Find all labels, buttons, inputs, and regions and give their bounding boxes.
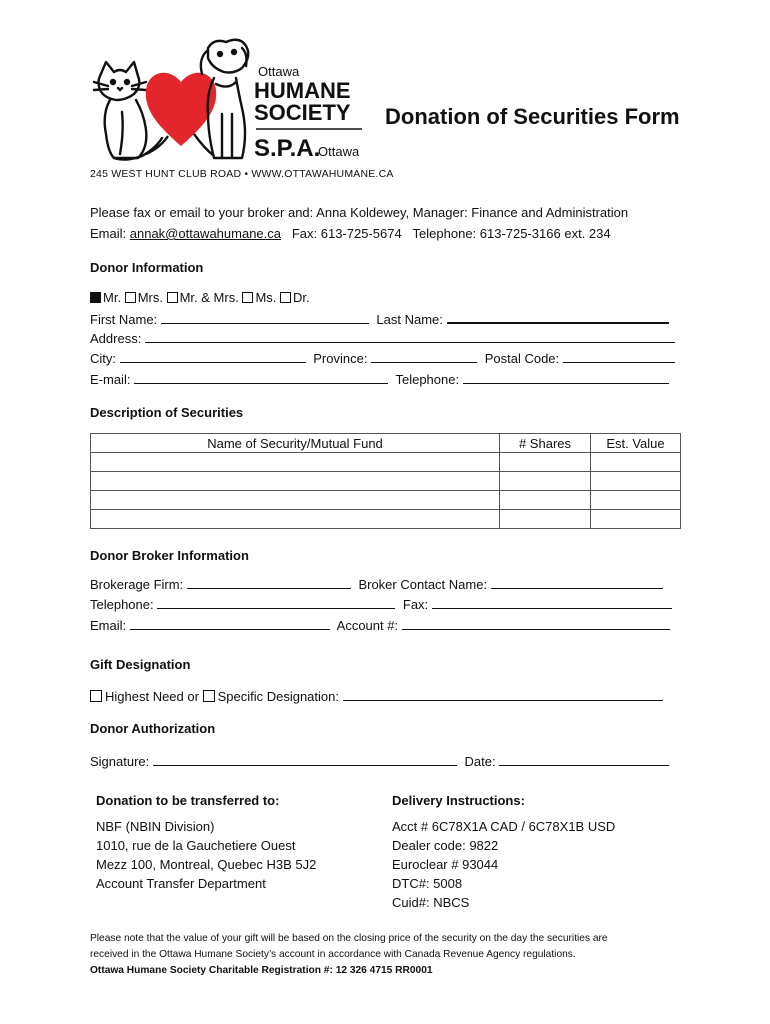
table-header-row [91, 434, 681, 453]
value-cell[interactable] [591, 510, 681, 529]
security-cell[interactable] [91, 472, 500, 491]
broker-telephone-field[interactable] [157, 596, 395, 609]
column-header-value: Est. Value [591, 434, 681, 453]
delivery-heading: Delivery Instructions: [392, 793, 525, 808]
gift-options-row [90, 688, 667, 704]
transfer-details [96, 817, 316, 893]
city-label: City: [90, 351, 116, 366]
security-cell[interactable] [91, 510, 500, 529]
broker-fax-label: Fax: [402, 597, 429, 612]
value-cell[interactable] [591, 472, 681, 491]
title-ms-checkbox[interactable] [242, 292, 253, 303]
value-cell[interactable] [591, 453, 681, 472]
first-name-label: First Name: [90, 312, 158, 327]
address-field[interactable] [145, 330, 675, 343]
broker-contact-label: Broker Contact Name: [358, 577, 488, 592]
specific-designation-label: Specific Designation: [217, 689, 339, 704]
transfer-line: NBF (NBIN Division) [96, 819, 215, 834]
table-row [91, 472, 681, 491]
delivery-line: Cuid#: NBCS [392, 895, 470, 910]
broker-email-row [90, 617, 674, 633]
transfer-heading: Donation to be transferred to: [96, 793, 280, 808]
broker-contact-field[interactable] [491, 576, 663, 589]
email-row [90, 371, 673, 387]
first-name-field[interactable] [161, 311, 369, 324]
footer-note-line: received in the Ottawa Humane Society’s account in accordance with Canada Revenue Agency regulations. [90, 949, 576, 960]
intro-contact [90, 226, 611, 241]
donor-telephone-label: Telephone: [395, 372, 460, 387]
org-address: 245 WEST HUNT CLUB ROAD • WWW.OTTAWAHUMANE.CA [90, 168, 394, 180]
donor-authorization-heading: Donor Authorization [90, 721, 216, 736]
table-row [91, 491, 681, 510]
charitable-registration: Ottawa Humane Society Charitable Registration #: 12 326 4715 RR0001 [90, 965, 433, 976]
postal-code-label: Postal Code: [484, 351, 560, 366]
signature-label: Signature: [90, 754, 150, 769]
shares-cell[interactable] [500, 491, 591, 510]
specific-designation-checkbox[interactable] [203, 690, 215, 702]
title-mrs-label: Mrs. [137, 290, 163, 305]
broker-telephone-label: Telephone: [90, 597, 154, 612]
transfer-line: Mezz 100, Montreal, Quebec H3B 5J2 [96, 857, 317, 872]
heart-icon [146, 73, 216, 146]
city-field[interactable] [120, 350, 306, 363]
securities-table [90, 433, 681, 529]
shares-cell[interactable] [500, 453, 591, 472]
shares-cell[interactable] [500, 472, 591, 491]
telephone-number: Telephone: 613-725-3166 ext. 234 [412, 226, 611, 241]
email-label: Email: [90, 226, 127, 241]
value-cell[interactable] [591, 491, 681, 510]
title-ms-label: Ms. [255, 290, 277, 305]
column-header-shares: # Shares [500, 434, 591, 453]
brokerage-firm-label: Brokerage Firm: [90, 577, 184, 592]
specific-designation-field[interactable] [343, 688, 663, 701]
last-name-field[interactable] [447, 310, 669, 324]
logo-ottawa-text: Ottawa [258, 64, 300, 79]
donor-email-label: E-mail: [90, 372, 131, 387]
delivery-line: Dealer code: 9822 [392, 838, 499, 853]
donor-email-field[interactable] [134, 371, 388, 384]
signature-row [90, 753, 673, 769]
logo-ottawa-small-text: Ottawa [318, 144, 360, 159]
securities-heading: Description of Securities [90, 405, 244, 420]
column-header-security: Name of Security/Mutual Fund [91, 434, 500, 453]
broker-account-label: Account #: [336, 618, 399, 633]
footer-note-line: Please note that the value of your gift will be based on the closing price of the security on the day the securities are [90, 933, 608, 944]
title-mr-label: Mr. [103, 290, 122, 305]
donor-info-heading: Donor Information [90, 260, 204, 275]
title-mr-mrs-label: Mr. & Mrs. [179, 290, 239, 305]
transfer-line: Account Transfer Department [96, 876, 266, 891]
logo-humane-text: HUMANE [254, 78, 351, 103]
title-mrs-checkbox[interactable] [125, 292, 136, 303]
city-row [90, 350, 679, 366]
delivery-details [392, 817, 615, 912]
contact-email-link[interactable]: annak@ottawahumane.ca [129, 226, 281, 241]
broker-info-heading: Donor Broker Information [90, 548, 249, 563]
security-cell[interactable] [91, 453, 500, 472]
province-label: Province: [313, 351, 368, 366]
postal-code-field[interactable] [563, 350, 675, 363]
logo-society-text: SOCIETY [254, 100, 351, 125]
province-field[interactable] [371, 350, 477, 363]
title-dr-checkbox[interactable] [280, 292, 291, 303]
delivery-line: Acct # 6C78X1A CAD / 6C78X1B USD [392, 819, 616, 834]
footer-note [90, 931, 608, 979]
last-name-label: Last Name: [376, 312, 443, 327]
fax-number: Fax: 613-725-5674 [291, 226, 402, 241]
delivery-line: Euroclear # 93044 [392, 857, 499, 872]
signature-field[interactable] [153, 753, 457, 766]
form-title: Donation of Securities Form [385, 104, 680, 129]
title-options [90, 290, 310, 305]
title-mr-mrs-checkbox[interactable] [167, 292, 178, 303]
broker-email-label: Email: [90, 618, 127, 633]
date-label: Date: [464, 754, 496, 769]
security-cell[interactable] [91, 491, 500, 510]
title-dr-label: Dr. [293, 290, 310, 305]
highest-need-label: Highest Need or [105, 689, 199, 704]
ottawa-humane-society-logo [86, 34, 376, 184]
table-row [91, 510, 681, 529]
brokerage-firm-field[interactable] [187, 576, 351, 589]
transfer-line: 1010, rue de la Gauchetiere Ouest [96, 838, 296, 853]
shares-cell[interactable] [500, 510, 591, 529]
table-row [91, 453, 681, 472]
broker-phone-row [90, 596, 676, 612]
donor-telephone-field[interactable] [463, 371, 669, 384]
broker-fax-field[interactable] [432, 596, 672, 609]
name-row [90, 310, 673, 327]
intro-line: Please fax or email to your broker and: Anna Koldewey, Manager: Finance and Administration [90, 205, 629, 220]
title-mr-checkbox[interactable] [90, 292, 101, 303]
broker-account-field[interactable] [402, 617, 670, 630]
date-field[interactable] [499, 753, 669, 766]
address-label: Address: [90, 331, 142, 346]
highest-need-checkbox[interactable] [90, 690, 102, 702]
broker-firm-row [90, 576, 667, 592]
logo-spa-text: S.P.A. [254, 135, 321, 162]
delivery-line: DTC#: 5008 [392, 876, 463, 891]
broker-email-field[interactable] [130, 617, 330, 630]
dog-illustration [201, 40, 248, 158]
gift-designation-heading: Gift Designation [90, 657, 191, 672]
address-row [90, 330, 679, 346]
